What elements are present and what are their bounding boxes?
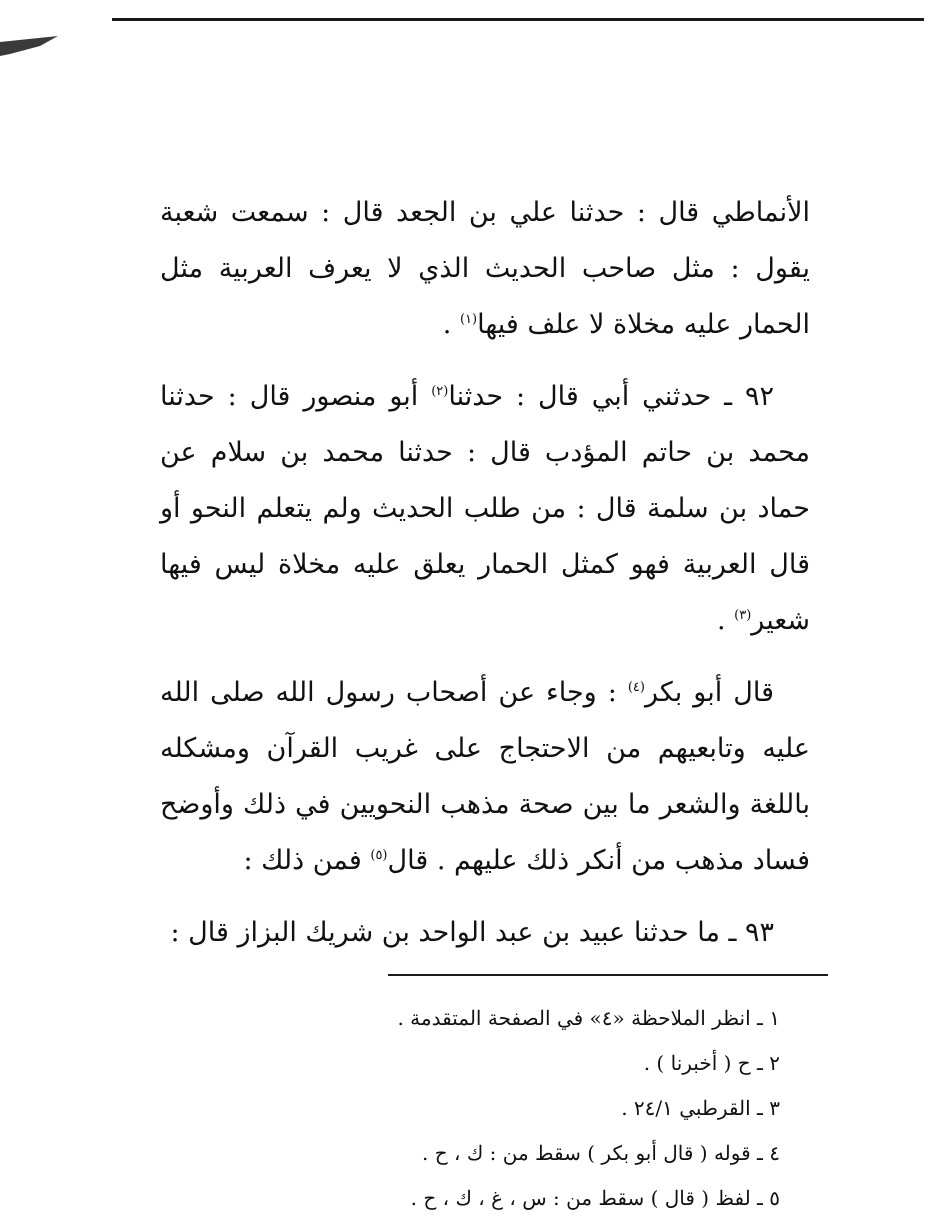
footnote-2: ٢ ـ ح ( أخبرنا ) . (643, 1051, 780, 1075)
paragraph-93: ٩٣ ـ ما حدثنا عبيد بن عبد الواحد بن شريك البزاز قال : (170, 917, 774, 948)
paragraph-1: الأنماطي قال : حدثنا علي بن الجعد قال : سمعت شعبة يقول : مثل صاحب الحديث الذي لا يعرف العربية مثل الحمار عليه مخلاة لا علف فيها$^{(١)}$ . (160, 197, 810, 340)
footnote-1: ١ ـ انظر الملاحظة «٤» في الصفحة المتقدمة . (397, 1006, 780, 1030)
footnotes-list (340, 996, 780, 1221)
main-text (160, 185, 810, 961)
footnote-5: ٥ ـ لفظ ( قال ) سقط من : س ، غ ، ك ، ح . (410, 1186, 780, 1210)
footnote-ref-5: (٥) (370, 848, 388, 863)
footnote-ref-4: (٤) (627, 680, 645, 695)
footnote-ref-2: (٢) (431, 384, 449, 399)
footnote-separator (388, 974, 828, 976)
footnote-ref-1: (١) (459, 312, 478, 327)
paragraph-abu-bakr: قال أبو بكر$^{(٤)}$ : وجاء عن أصحاب رسول الله صلى الله عليه وتابعيهم من الاحتجاج على غريب القرآن ومشكله باللغة والشعر ما بين صحة مذهب النحويين في ذلك وأوضح فساد مذهب من أنكر ذلك عليهم . قال$^{(٥)}$ فمن ذلك : (160, 677, 810, 876)
top-rule (112, 18, 924, 21)
footnote-3: ٣ ـ القرطبي ٢٤/١ . (621, 1096, 780, 1120)
scan-edge-mark (0, 30, 60, 64)
footnote-ref-3: (٣) (734, 608, 752, 623)
footnote-4: ٤ ـ قوله ( قال أبو بكر ) سقط من : ك ، ح . (422, 1141, 780, 1165)
paragraph-92: ٩٢ ـ حدثني أبي قال : حدثنا$^{(٢)}$ أبو منصور قال : حدثنا محمد بن حاتم المؤدب قال : حدثنا محمد بن سلام عن حماد بن سلمة قال : من طلب الحديث ولم يتعلم النحو أو قال العربية فهو كمثل الحمار يعلق عليه مخلاة ليس فيها شعير$^{(٣)}$ . (160, 381, 810, 636)
